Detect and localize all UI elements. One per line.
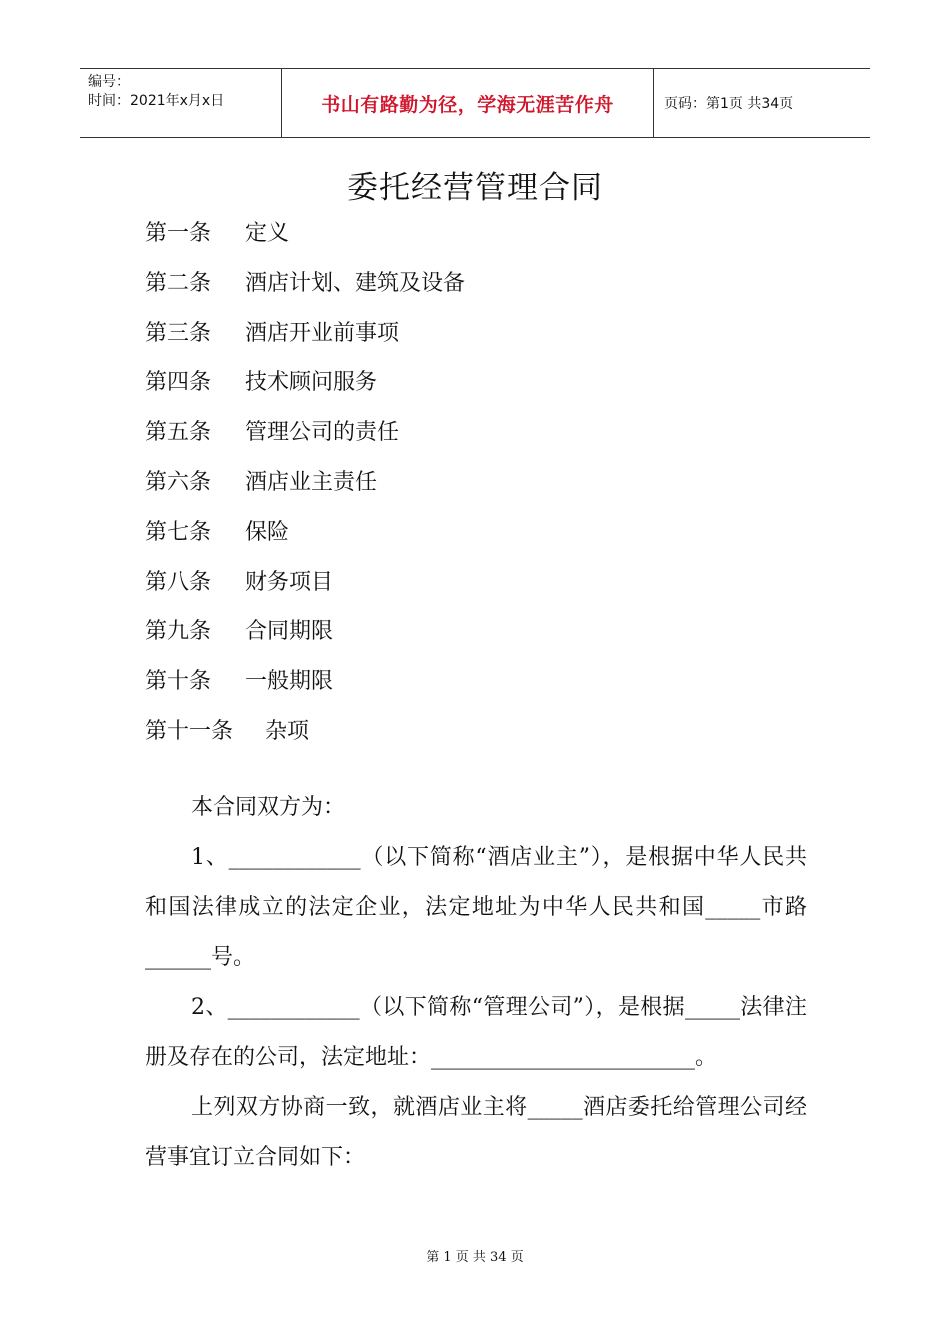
toc-item-label: 技术顾问服务 bbox=[245, 370, 378, 396]
toc-item-label: 财务项目 bbox=[245, 569, 334, 595]
toc-item-number: 第三条 bbox=[145, 320, 212, 346]
toc-item-number: 第八条 bbox=[145, 569, 212, 595]
toc-item-label: 一般期限 bbox=[245, 669, 334, 695]
toc-item-number: 第六条 bbox=[145, 469, 212, 495]
toc-item bbox=[145, 612, 805, 662]
toc-item bbox=[145, 563, 805, 613]
document-number-label: 编号： bbox=[88, 74, 130, 90]
toc-item bbox=[145, 363, 805, 413]
party-hotel-owner: 1、____________（以下简称“酒店业主”），是根据中华人民共和国法律成立的法定企业，法定地址为中华人民共和国_____市路______号。 bbox=[145, 845, 807, 970]
document-time-label: 时间：2021年x月x日 bbox=[88, 93, 225, 109]
toc-item bbox=[145, 314, 805, 364]
party-management-company: 2、____________（以下简称“管理公司”），是根据_____法律注册及存在的公司，法定地址：________________________。 bbox=[145, 995, 807, 1070]
toc-item-label: 酒店业主责任 bbox=[245, 469, 378, 495]
toc-item-number: 第四条 bbox=[145, 370, 212, 396]
page-header bbox=[80, 68, 870, 138]
toc-item bbox=[145, 264, 805, 314]
page-footer: 第 1 页 共 34 页 bbox=[426, 1250, 524, 1265]
toc-item-number: 第五条 bbox=[145, 420, 212, 446]
header-motto: 书山有路勤为径，学海无涯苦作舟 bbox=[281, 69, 654, 137]
toc-item-label: 杂项 bbox=[265, 718, 310, 744]
document-title: 委托经营管理合同 bbox=[347, 170, 603, 206]
parties-intro: 本合同双方为： bbox=[191, 795, 346, 820]
toc-item bbox=[145, 413, 805, 463]
toc-item bbox=[145, 712, 805, 762]
agreement-statement: 上列双方协商一致，就酒店业主将_____酒店委托给管理公司经营事宜订立合同如下： bbox=[145, 1095, 807, 1170]
toc-item-label: 酒店计划、建筑及设备 bbox=[245, 270, 466, 296]
toc-item-label: 管理公司的责任 bbox=[245, 420, 400, 446]
toc-item-number: 第九条 bbox=[145, 619, 212, 645]
toc-item-number: 第二条 bbox=[145, 270, 212, 296]
table-of-contents bbox=[145, 214, 805, 762]
toc-item-label: 定义 bbox=[245, 221, 290, 246]
header-meta bbox=[80, 69, 281, 137]
toc-item bbox=[145, 463, 805, 513]
toc-item-number: 第一条 bbox=[145, 221, 212, 246]
toc-item bbox=[145, 513, 805, 563]
contract-body bbox=[145, 783, 807, 1183]
header-page-info: 页码：第1页 共34页 bbox=[664, 96, 794, 112]
toc-item-label: 保险 bbox=[245, 519, 290, 545]
toc-item bbox=[145, 214, 805, 264]
toc-item-number: 第七条 bbox=[145, 519, 212, 545]
toc-item bbox=[145, 662, 805, 712]
toc-item-label: 合同期限 bbox=[245, 619, 334, 645]
toc-item-number: 第十一条 bbox=[145, 718, 234, 744]
toc-item-number: 第十条 bbox=[145, 669, 212, 695]
toc-item-label: 酒店开业前事项 bbox=[245, 320, 400, 346]
